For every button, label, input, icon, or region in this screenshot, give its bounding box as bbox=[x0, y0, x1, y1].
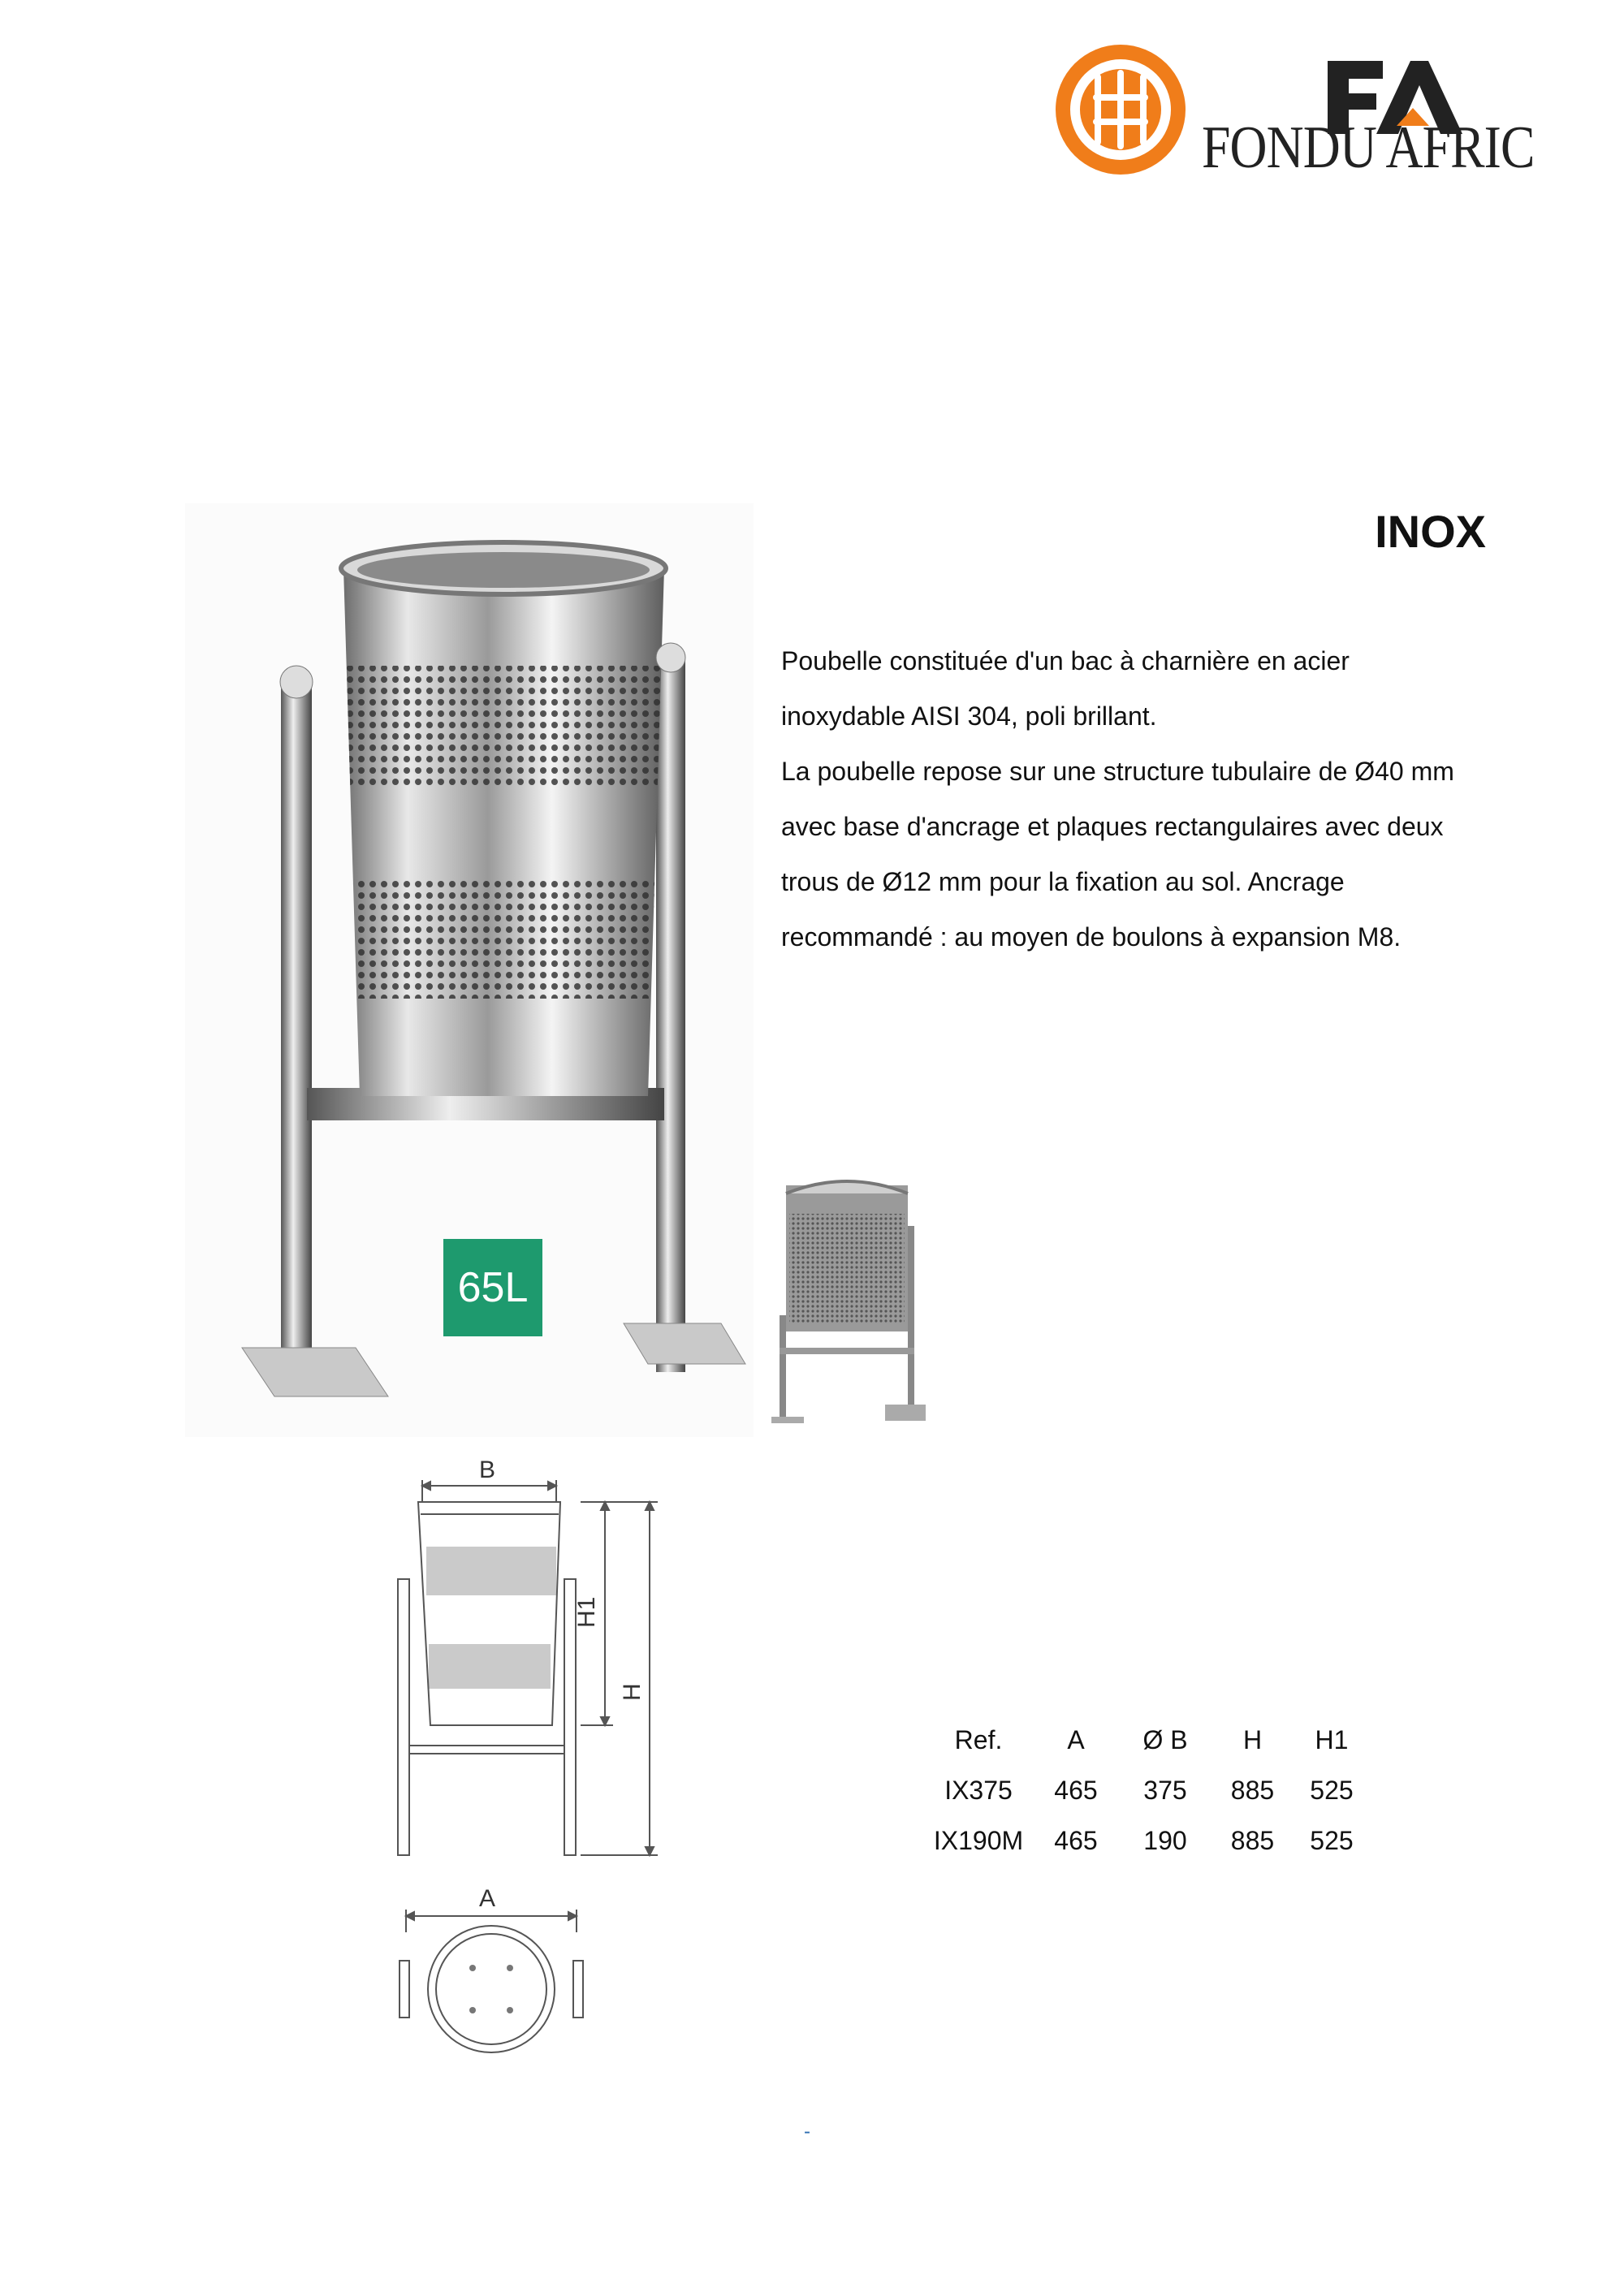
table-cell: 465 bbox=[1054, 1825, 1098, 1855]
table-cell: 465 bbox=[1054, 1775, 1098, 1805]
description-line: La poubelle repose sur une structure tubulaire de Ø40 mm bbox=[781, 757, 1454, 786]
column-header-h: H bbox=[1242, 1724, 1263, 1754]
table-row bbox=[922, 1815, 1372, 1866]
description-line: inoxydable AISI 304, poli brillant. bbox=[781, 701, 1157, 731]
spec-table bbox=[922, 1715, 1372, 1866]
column-header-ref: Ref. bbox=[954, 1724, 1003, 1754]
table-cell: 525 bbox=[1310, 1825, 1354, 1855]
column-header-b: Ø B bbox=[1142, 1724, 1188, 1754]
dimension-label-b: B bbox=[479, 1457, 496, 1483]
capacity-badge: 65L bbox=[443, 1239, 542, 1336]
dimension-label-h: H bbox=[619, 1683, 646, 1701]
brand-name: FONDU AFRIC bbox=[1202, 114, 1535, 181]
table-cell: 525 bbox=[1310, 1775, 1354, 1805]
description-line: trous de Ø12 mm pour la fixation au sol. Ancrage bbox=[781, 867, 1345, 896]
logo-emblem-icon bbox=[1056, 45, 1186, 175]
description-line: recommandé : au moyen de boulons à expansion M8. bbox=[781, 922, 1402, 952]
table-cell: 885 bbox=[1230, 1825, 1275, 1855]
column-header-a: A bbox=[1067, 1724, 1085, 1754]
column-header-h1: H1 bbox=[1315, 1724, 1349, 1754]
table-row bbox=[922, 1765, 1372, 1815]
product-photo-small bbox=[771, 1177, 934, 1437]
table-cell: 375 bbox=[1143, 1775, 1187, 1805]
description-line: avec base d'ancrage et plaques rectangulaires avec deux bbox=[781, 812, 1444, 841]
description-line: Poubelle constituée d'un bac à charnière en acier bbox=[781, 646, 1350, 675]
product-description bbox=[781, 633, 1553, 965]
table-header-row bbox=[922, 1715, 1372, 1765]
table-cell: 885 bbox=[1230, 1775, 1275, 1805]
product-heading: INOX bbox=[1375, 506, 1486, 557]
table-cell: IX190M bbox=[933, 1825, 1024, 1855]
dimension-label-a: A bbox=[479, 1885, 496, 1912]
table-cell: IX375 bbox=[944, 1775, 1013, 1805]
side-view-drawing bbox=[382, 1457, 690, 1871]
table-cell: 190 bbox=[1143, 1825, 1187, 1855]
dimension-label-h1: H1 bbox=[573, 1596, 600, 1628]
page-marker: - bbox=[804, 2121, 810, 2143]
top-view-drawing bbox=[382, 1884, 609, 2054]
